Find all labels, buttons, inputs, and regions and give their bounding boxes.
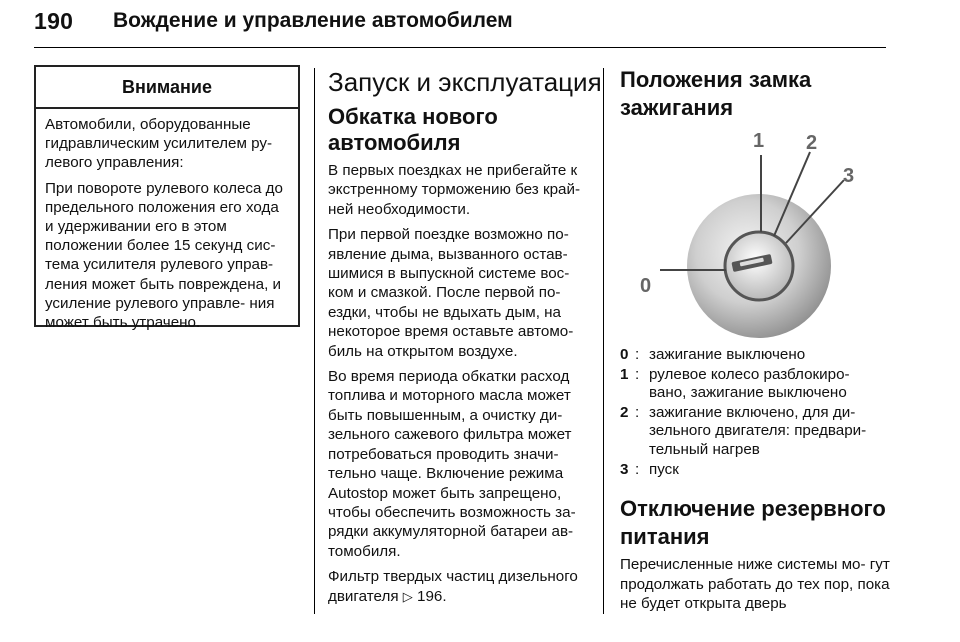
legend-text: пуск xyxy=(649,460,679,478)
warning-title: Внимание xyxy=(36,67,298,109)
warning-paragraph: При повороте рулевого колеса до предельного положения его хода и удерживании его в этом положении более 15 секунд сис- тема усилителя рулевого управ- ления может быть повреждена, и усиление рулевого управле- ния может быть утрачено. xyxy=(45,179,283,332)
ignition-lock-diagram xyxy=(620,124,886,344)
subsection-title: Положения замка зажигания xyxy=(620,67,812,120)
legend-key: 2 xyxy=(620,403,629,421)
body-paragraph: При первой поездке возможно по- явление дыма, вызванного остав- шимися в выпускной системе вос- ком и смазкой. После первой по- ездки, чтобы не вдыхать дым, на некоторое время оставьте автомо- биль на открытом воздухе. xyxy=(328,226,574,360)
column-divider-right xyxy=(603,68,604,614)
body-paragraph: В первых поездках не прибегайте к экстренному торможению без край- ней необходимости. xyxy=(328,162,581,218)
body-paragraph: Во время периода обкатки расход топлива и моторного масла может быть повышенным, а очистку ди- зельного сажевого фильтра может потребоваться проводить значи- тельно чаще. Включение режима Autostop может быть запрещено, чтобы обеспечить возможность за- рядки аккумуляторной батареи ав- томобиля. xyxy=(328,368,576,560)
chapter-title: Вождение и управление автомобилем xyxy=(113,9,513,32)
legend-item xyxy=(620,366,890,403)
ignition-lock-illustration xyxy=(620,124,886,344)
right-column xyxy=(620,66,890,619)
legend-text: рулевое колесо разблокиро- вано, зажигание выключено xyxy=(649,365,850,402)
warning-paragraph: Автомобили, оборудованные гидравлическим усилителем ру- левого управления: xyxy=(45,116,273,172)
legend-separator: : xyxy=(635,346,640,363)
legend-text: зажигание выключено xyxy=(649,346,806,363)
page-number: 190 xyxy=(34,8,74,34)
legend-text: зажигание включено, для ди- зельного двигателя: предвари- тельный нагрев xyxy=(649,403,867,458)
warning-box xyxy=(34,65,300,332)
middle-column xyxy=(328,66,602,612)
page-reference-icon[interactable]: ▷ xyxy=(402,588,413,604)
body-paragraph-with-reference xyxy=(328,567,594,606)
position-label-1: 1 xyxy=(753,130,765,152)
legend-separator: : xyxy=(635,403,640,421)
legend-separator: : xyxy=(635,460,640,478)
section-title: Запуск и эксплуатация xyxy=(328,67,602,97)
position-label-2: 2 xyxy=(806,132,818,154)
legend-key: 0 xyxy=(620,346,629,363)
subsection-title: Отключение резервного питания xyxy=(620,496,886,550)
legend-item xyxy=(620,404,890,460)
reference-page[interactable]: 196. xyxy=(417,587,447,605)
reference-text: Фильтр твердых частиц дизельного двигателя xyxy=(328,568,578,605)
warning-body xyxy=(36,109,298,332)
legend-separator: : xyxy=(635,365,640,383)
header-divider xyxy=(34,47,886,48)
subsection-title: Обкатка нового автомобиля xyxy=(328,104,498,155)
column-divider-left xyxy=(314,68,315,614)
position-label-3: 3 xyxy=(843,165,855,187)
legend-key: 3 xyxy=(620,460,629,478)
legend-item xyxy=(620,461,890,480)
ignition-position-legend xyxy=(620,346,890,479)
legend-item xyxy=(620,346,890,365)
legend-key: 1 xyxy=(620,365,629,383)
body-paragraph: Перечисленные ниже системы мо- гут продолжать работать до тех пор, пока не будет открыта дверь xyxy=(620,556,890,612)
position-label-0: 0 xyxy=(640,275,652,297)
